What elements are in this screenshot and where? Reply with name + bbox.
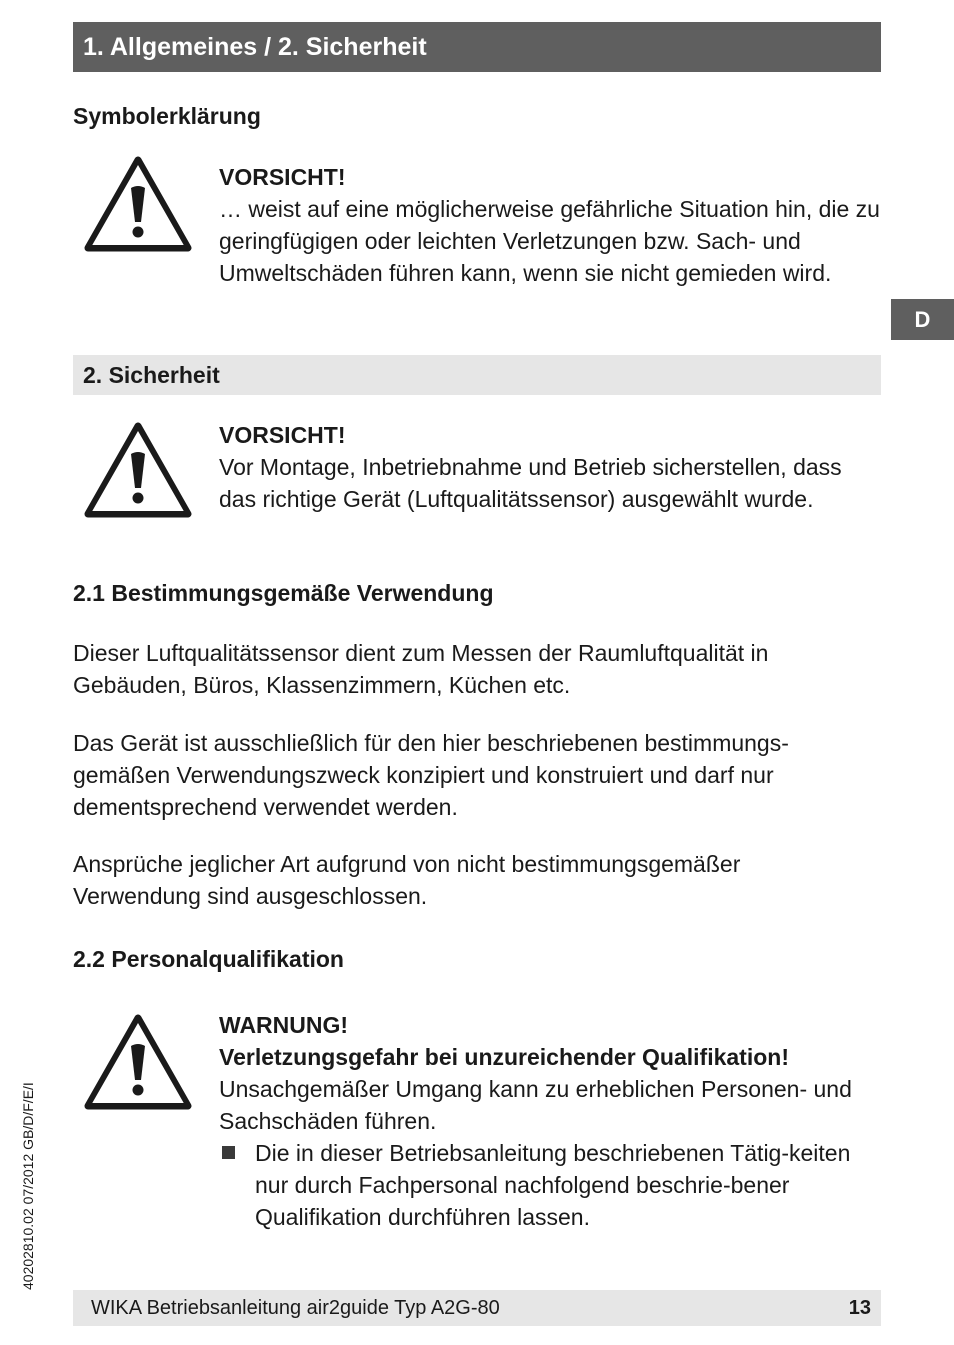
warning-text: … weist auf eine möglicherweise gefährliche Situation hin, die zu geringfügigen oder leichten Verletzungen bzw. Sach- und Umweltschäden führen kann, wenn sie nicht gemieden wird. (219, 196, 880, 286)
language-tab-label: D (914, 306, 931, 332)
warning-triangle-icon (82, 420, 194, 520)
language-tab (891, 299, 954, 340)
personnel-warning (219, 1009, 884, 1233)
bullet-square-icon (222, 1146, 235, 1159)
warning-title: VORSICHT! (219, 422, 346, 448)
list-item-text: Die in dieser Betriebsanleitung beschriebenen Tätig-keiten nur durch Fachpersonal nachfolgend beschrie-bener Qualifikation durchführen lassen. (255, 1140, 851, 1230)
warning-triangle-icon (82, 1012, 194, 1112)
paragraph: Ansprüche jeglicher Art aufgrund von nicht bestimmungsgemäßer Verwendung sind ausgeschlossen. (73, 851, 741, 909)
list-item (219, 1137, 884, 1233)
symbol-warning (219, 161, 884, 289)
document-code: 40202810.02 07/2012 GB/D/F/E/I (20, 1082, 36, 1290)
symbol-heading: Symbolerklärung (73, 103, 261, 129)
footer-text: WIKA Betriebsanleitung air2guide Typ A2G-80 (91, 1296, 500, 1319)
page-header-title: 1. Allgemeines / 2. Sicherheit (83, 32, 427, 61)
warning-triangle-icon (82, 154, 194, 254)
intended-use-heading: 2.1 Bestimmungsgemäße Verwendung (73, 580, 494, 606)
warning-text: Vor Montage, Inbetriebnahme und Betrieb sicherstellen, dass das richtige Gerät (Luftqualitätssensor) ausgewählt wurde. (219, 454, 842, 512)
personnel-heading: 2.2 Personalqualifikation (73, 946, 344, 972)
warning-subtitle: Verletzungsgefahr bei unzureichender Qualifikation! (219, 1044, 789, 1070)
warning-title: WARNUNG! (219, 1012, 349, 1038)
page-header (73, 22, 881, 72)
safety-heading: 2. Sicherheit (83, 361, 220, 388)
safety-section-bar (73, 355, 881, 395)
page-number: 13 (848, 1296, 871, 1319)
page-footer (73, 1290, 881, 1326)
paragraph: Das Gerät ist ausschließlich für den hier beschriebenen bestimmungs-gemäßen Verwendungszweck konzipiert und konstruiert und darf nur dementsprechend verwendet werden. (73, 730, 789, 820)
warning-title: VORSICHT! (219, 164, 346, 190)
safety-warning (219, 419, 884, 515)
warning-text: Unsachgemäßer Umgang kann zu erheblichen Personen- und Sachschäden führen. (219, 1076, 852, 1134)
paragraph: Dieser Luftqualitätssensor dient zum Messen der Raumluftqualität in Gebäuden, Büros, Klassenzimmern, Küchen etc. (73, 640, 769, 698)
